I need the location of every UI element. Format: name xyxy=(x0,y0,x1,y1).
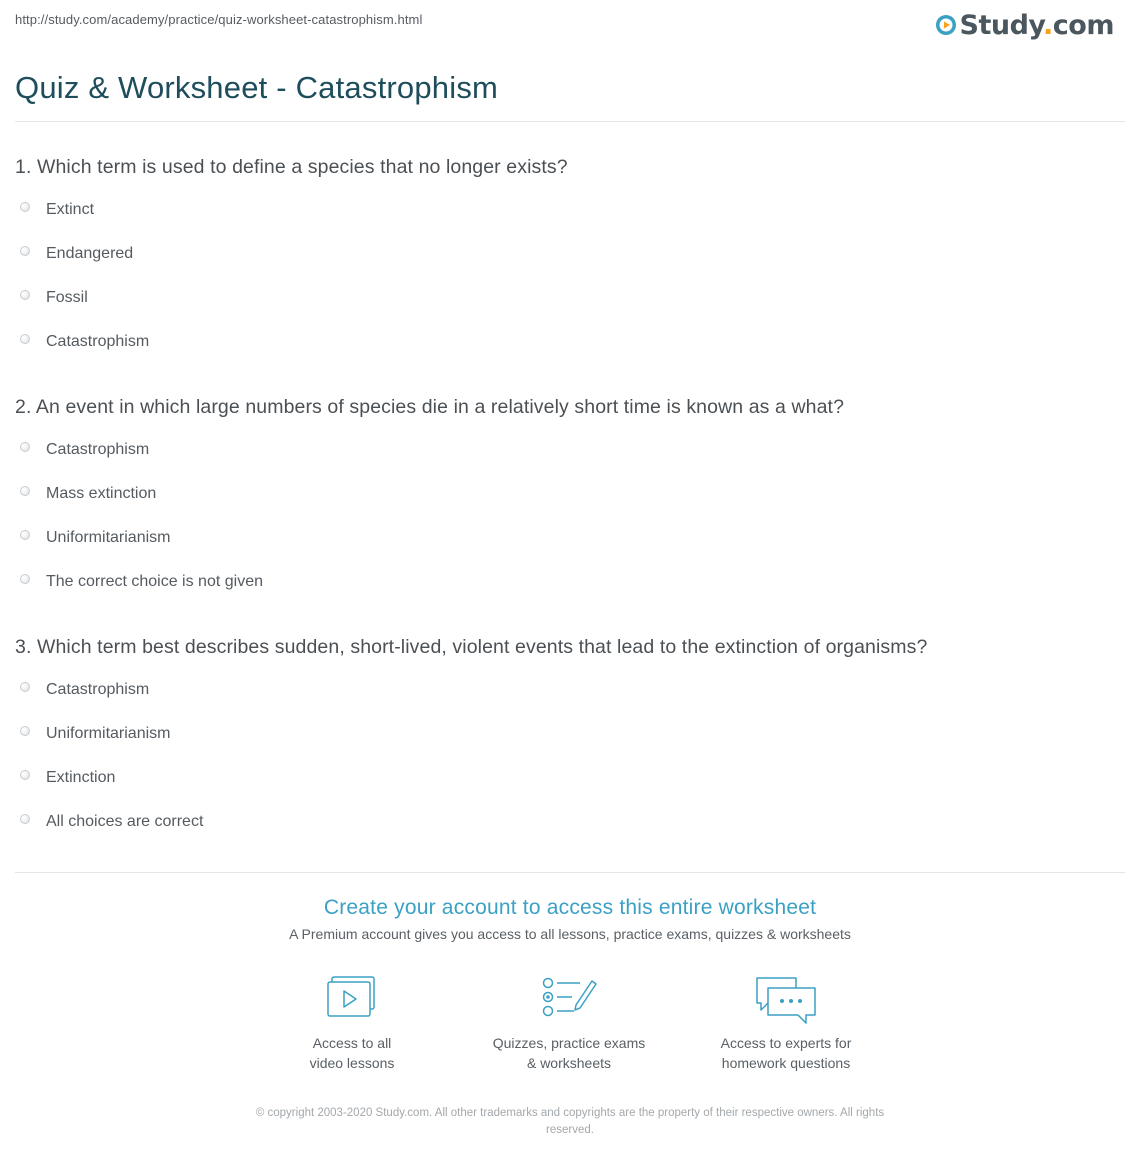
feature-text: homework questions xyxy=(721,1055,851,1071)
q1-option-2[interactable] xyxy=(20,243,133,265)
copyright-line: reserved. xyxy=(546,1124,594,1136)
radio-button[interactable] xyxy=(20,530,30,540)
page-url: http://study.com/academy/practice/quiz-worksheet-catastrophism.html xyxy=(15,12,423,27)
q3-option-3[interactable] xyxy=(20,767,115,789)
option-label: Catastrophism xyxy=(46,681,150,698)
feature-video-lessons xyxy=(252,975,452,1073)
option-label: Extinction xyxy=(46,769,116,786)
option-label: Catastrophism xyxy=(46,441,150,458)
option-label: Extinct xyxy=(46,201,95,218)
option-label: Mass extinction xyxy=(46,485,157,502)
radio-button[interactable] xyxy=(20,290,30,300)
q1-option-4[interactable] xyxy=(20,331,149,353)
question-3: 3. Which term best describes sudden, short-lived, violent events that lead to the extinction of organisms? xyxy=(15,636,928,658)
option-label: The correct choice is not given xyxy=(46,573,263,590)
radio-button[interactable] xyxy=(20,486,30,496)
feature-text: Quizzes, practice exams xyxy=(492,1035,646,1051)
q2-option-1[interactable] xyxy=(20,439,149,461)
cta-divider xyxy=(15,872,1125,873)
feature-text: Access to all xyxy=(312,1035,392,1051)
radio-button[interactable] xyxy=(20,334,30,344)
option-label: Catastrophism xyxy=(46,333,150,350)
radio-button[interactable] xyxy=(20,726,30,736)
feature-text: video lessons xyxy=(309,1055,395,1071)
copyright-line: © copyright 2003-2020 Study.com. All other trademarks and copyrights are the property of their respective owners. All rights xyxy=(255,1107,885,1119)
q3-option-2[interactable] xyxy=(20,723,170,745)
radio-button[interactable] xyxy=(20,682,30,692)
question-2: 2. An event in which large numbers of species die in a relatively short time is known as a what? xyxy=(15,396,845,418)
q2-option-3[interactable] xyxy=(20,527,170,549)
radio-button[interactable] xyxy=(20,814,30,824)
page-title: Quiz & Worksheet - Catastrophism xyxy=(15,70,499,105)
option-label: Fossil xyxy=(46,289,88,306)
chat-bubbles-icon xyxy=(754,975,818,1027)
copyright-footer xyxy=(0,1105,1140,1139)
q3-option-1[interactable] xyxy=(20,679,149,701)
question-1: 1. Which term is used to define a species that no longer exists? xyxy=(15,156,568,178)
title-divider xyxy=(15,121,1125,122)
radio-button[interactable] xyxy=(20,246,30,256)
option-label: Uniformitarianism xyxy=(46,529,171,546)
q2-option-4[interactable] xyxy=(20,571,263,593)
option-label: All choices are correct xyxy=(46,813,204,830)
q3-option-4[interactable] xyxy=(20,811,203,833)
video-lessons-icon xyxy=(326,975,378,1019)
feature-text: & worksheets xyxy=(526,1055,612,1071)
create-account-link[interactable]: Create your account to access this entire worksheet xyxy=(323,896,817,919)
option-label: Uniformitarianism xyxy=(46,725,171,742)
logo-wordmark: Study.com xyxy=(959,9,1114,41)
option-label: Endangered xyxy=(46,245,134,262)
cta-subtitle: A Premium account gives you access to all lessons, practice exams, quizzes & worksheets xyxy=(289,926,851,942)
radio-button[interactable] xyxy=(20,442,30,452)
play-circle-logo-icon xyxy=(935,14,957,36)
q1-option-3[interactable] xyxy=(20,287,88,309)
feature-quizzes xyxy=(469,975,669,1073)
radio-button[interactable] xyxy=(20,202,30,212)
feature-text: Access to experts for xyxy=(720,1035,852,1051)
radio-button[interactable] xyxy=(20,574,30,584)
q1-option-1[interactable] xyxy=(20,199,94,221)
top-bar xyxy=(0,0,1140,48)
q2-option-2[interactable] xyxy=(20,483,156,505)
radio-button[interactable] xyxy=(20,770,30,780)
study-logo[interactable] xyxy=(935,7,1115,43)
feature-experts xyxy=(686,975,886,1073)
quiz-checklist-icon xyxy=(540,975,598,1019)
